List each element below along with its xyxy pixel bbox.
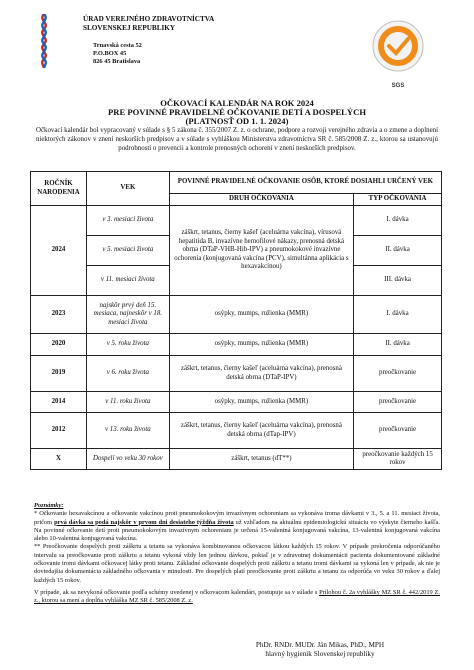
kind-2023: osýpky, mumps, ružienka (MMR) [169,296,353,334]
header-type: TYP OČKOVANIA [354,194,442,206]
page-title-line1: OČKOVACÍ KALENDÁR NA ROK 2024 [160,98,314,108]
notes-section [34,502,440,606]
vaccination-schedule-table [30,171,442,470]
note-hexavaccine [34,510,440,543]
signatory-role: hlavný hygienik Slovenskej republiky [265,650,375,658]
note-3-text: V prípade, ak sa nevykoná očkovanie podľa schémy uvedenej v očkovacom kalendári, postupuje sa v súlade s [34,588,320,596]
note-1-text-end: už vzhľadom na aktuálnu epidemiologickú situáciu vo výskyte čierneho kašľa. Na povinné očkovanie detí proti pneumokokovým invazívnym ochoreniam je určená 15-valentná konjugovaná vakcína, 13-valentná konjugovaná vakcína alebo 10-valentná konjugovaná vakcína. [34,518,440,543]
page-title-validity: (PLATNOSŤ OD 1. 1. 2024) [185,116,289,126]
type-2012: preočkovanie [354,413,442,449]
year-2020: 2020 [31,334,87,356]
year-2019: 2019 [31,356,87,392]
kind-2019: záškrt, tetanus, čierny kašeľ (aceluárna vakcína), prenosná detská obrna (DTaP-IPV) [169,356,353,392]
org-name-line1: ÚRAD VEREJNÉHO ZDRAVOTNÍCTVA [83,15,215,23]
header-mandatory: POVINNÉ PRAVIDELNÉ OČKOVANIE OSÔB, KTORÉ DOSIAHLI URČENÝ VEK [169,172,441,194]
age-15-18-months: najskôr prvý deň 15. mesiaca, najneskôr v 18. mesiaci života [86,296,169,334]
signature-block [200,641,440,659]
address-line1: Trnavská cesta 52 [93,42,142,49]
sgs-certification-logo [370,18,426,90]
type-2019: preočkovanie [354,356,442,392]
type-2020: II. dávka [354,334,442,356]
certification-badge-icon [370,18,426,78]
age-30-years: Dospelí vo veku 30 rokov [86,449,169,470]
note-1-emphasis: prvá dávka sa podá najskôr v prvom dni desiateho týždňa života [54,518,234,526]
year-2024: 2024 [31,206,87,296]
age-13-years: v 13. roku života [86,413,169,449]
year-2012: 2012 [31,413,87,449]
note-adult-booster: ** Preočkovanie dospelých proti záškrtu a tetanu sa vykonáva kombinovanou očkovacou látkou každých 15 rokov. V prípade prekročenia odporúčaného intervalu sa preočkovanie proti záškrtu a tetanu vykoná vždy len jednou dávkou, pokiaľ je v zdravotnej dokumentácii pacienta dokumentované základné očkovanie tromi dávkami očkovacej látky proti tetanu. Základné očkovanie dospelých proti záškrtu a tetanu tromi dávkami sa vykoná len v prípade, ak nie je dovtedajšia dokumentácia základného očkovania v minulosti. Pre dospelých platí preočkovanie proti záškrtu a tetanu za odporúča vo veku 30 rokov a ďalej každých 15 rokov. [34,543,440,584]
type-2014: preočkovanie [354,392,442,413]
age-5-months: v 5. mesiaci života [86,236,169,266]
org-name-line2: SLOVENSKEJ REPUBLIKY [83,24,176,32]
note-1-text: * Očkovanie hexavakcínou a očkovanie vakcínou proti pneumokokovým invazívnym ochoreniam sa vykonáva troma dávkami v 3., 5. a 11. mesiaci života, pričom [34,510,440,526]
age-11-years: v 11. roku života [86,392,169,413]
age-3-months: v 3. mesiaci života [86,206,169,236]
year-2014: 2014 [31,392,87,413]
signatory-name: PhDr. RNDr. MUDr. Ján Mikas, PhD., MPH [255,641,385,649]
kind-2014: osýpky, mumps, ružienka (MMR) [169,392,353,413]
header-year: ROČNÍK NARODENIA [31,172,87,206]
type-2024-dose2: II. dávka [354,236,442,266]
note-3-reference: Prílohou č. 2a vyhlášky MZ SR č. 442/2019 Z. z., ktorou sa mení a dopĺňa vyhláška MZ SR č. 585/2008 Z. z. [34,588,440,605]
kind-2012: záškrt, tetanus, čierny kašeľ (aceluárna vakcína), prenosná detská obrna (dTap-IPV) [169,413,353,449]
kind-adults: záškrt, tetanus (dT**) [169,449,353,470]
year-adults: X [31,449,87,470]
kind-2024: záškrt, tetanus, čierny kašeľ (aceluárna vakcína), vírusová hepatitída B, invazívne hemofilové nákazy, prenosná detská obrna (DTaP-VHB-Hib-IPV) a pneumokokové invazívne ochorenia (konjugovaná vakcína (PCV), simultánna aplikácia s hexavakcínou) [169,206,353,296]
note-schedule-deviation [34,589,440,606]
type-2023: I. dávka [354,296,442,334]
uvz-logo-icon [38,14,50,68]
header-age: VEK [86,172,169,206]
age-5-years: v 5. roku života [86,334,169,356]
type-adults: preočkovanie každých 15 rokov [354,449,442,470]
page-title-line2: PRE POVINNÉ PRAVIDELNÉ OČKOVANIE DETÍ A DOSPELÝCH [107,107,367,117]
type-2024-dose1: I. dávka [354,206,442,236]
age-6-years: v 6. roku života [86,356,169,392]
type-2024-dose3: III. dávka [354,266,442,296]
sgs-label: SGS [391,83,405,89]
address-line3: 826 45 Bratislava [93,58,141,65]
notes-heading: Poznámky: [34,502,64,509]
kind-2020: osýpky, mumps, ružienka (MMR) [169,334,353,356]
age-11-months: v 11. mesiaci života [86,266,169,296]
intro-paragraph: Očkovací kalendár bol vypracovaný v súlade s § 5 zákona č. 355/2007 Z. z. o ochrane, podpore a rozvoji verejného zdravia a o zmene a doplnení niektorých zákonov v znení neskorších predpisov a v súlade s vyhláškou Ministerstva zdravotníctva SR č. 585/2008 Z. z., ktorou sa ustanovujú podrobnosti o prevencii a kontrole prenosných ochorení v znení neskorších predpisov. [36,127,438,152]
year-2023: 2023 [31,296,87,334]
header-kind: DRUH OČKOVANIA [169,194,353,206]
address-line2: P.O.BOX 45 [93,50,127,57]
